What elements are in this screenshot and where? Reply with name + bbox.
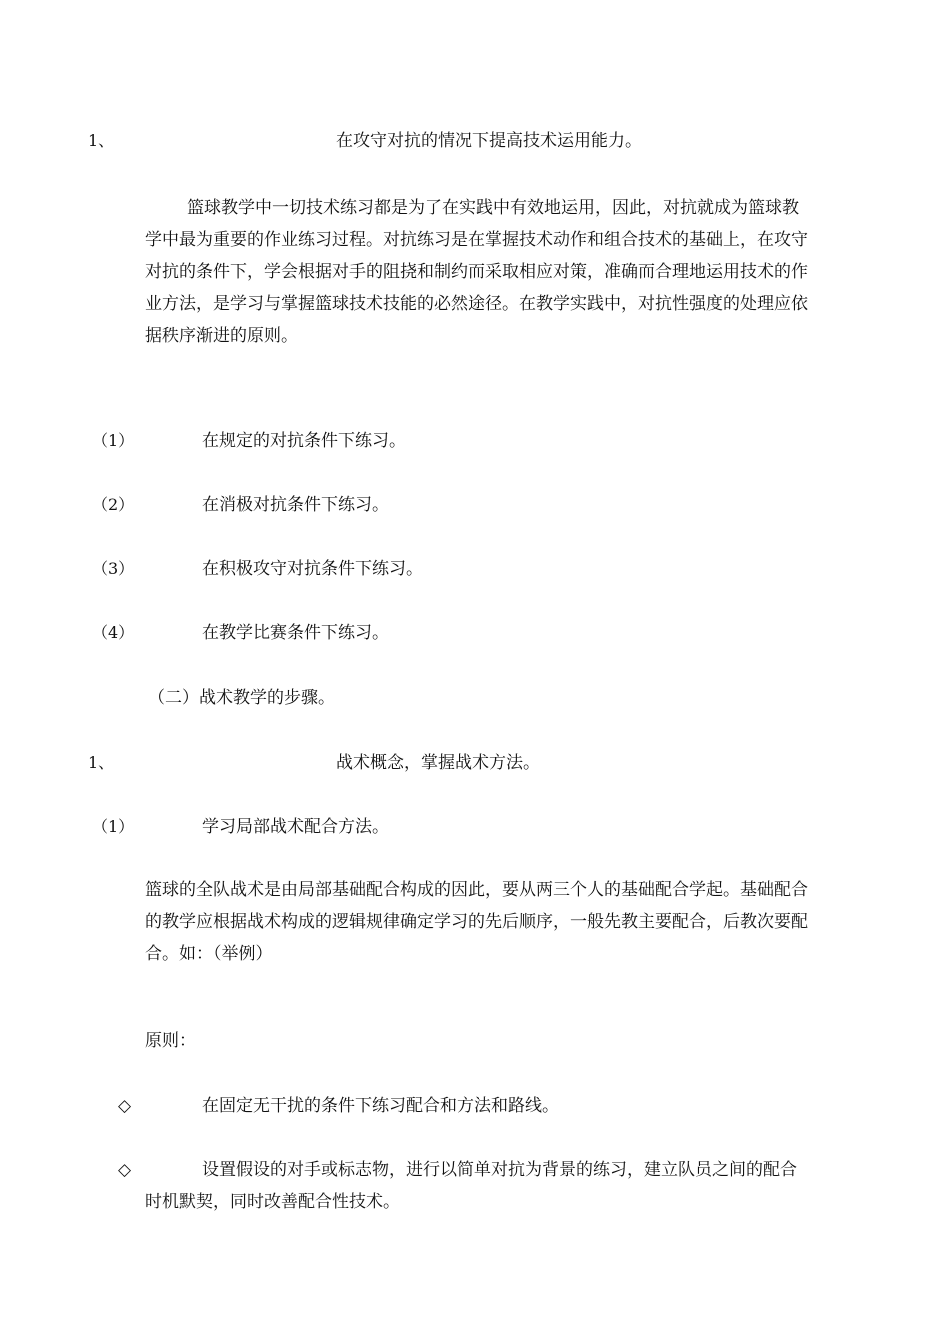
list-item-number: （3） — [92, 559, 135, 578]
diamond-bullet-icon: ◇ — [118, 1160, 132, 1180]
section-heading: 战术概念，掌握战术方法。 — [336, 753, 540, 773]
list-item-number: （1） — [92, 817, 135, 836]
list-item-number: （4） — [92, 623, 135, 642]
section-number: 1、 — [88, 753, 115, 772]
body-paragraph: 篮球教学中一切技术练习都是为了在实践中有效地运用，因此，对抗就成为篮球教学中最为重要的作业练习过程。对抗练习是在掌握技术动作和组合技术的基础上，在攻守对抗的条件下，学会根据对手的阻挠和制约而采取相应对策，准确而合理地运用技术的作业方法，是学习与掌握篮球技术技能的必然途径。在教学实践中，对抗性强度的处理应依据秩序渐进的原则。 — [145, 198, 808, 346]
body-paragraph: 篮球的全队战术是由局部基础配合构成的因此，要从两三个人的基础配合学起。基础配合的教学应根据战术构成的逻辑规律确定学习的先后顺序，一般先教主要配合，后教次要配合。如：（举例） — [145, 880, 808, 964]
list-item-text: 学习局部战术配合方法。 — [202, 817, 389, 837]
diamond-bullet-icon: ◇ — [118, 1096, 132, 1116]
list-item-number: （2） — [92, 495, 135, 514]
section-number: 1、 — [88, 131, 115, 150]
section-heading: 在攻守对抗的情况下提高技术运用能力。 — [336, 131, 642, 151]
bullet-text: 设置假设的对手或标志物，进行以简单对抗为背景的练习，建立队员之间的配合时机默契，同时改善配合性技术。 — [145, 1160, 797, 1212]
list-item-text: 在消极对抗条件下练习。 — [202, 495, 389, 515]
list-item-text: 在积极攻守对抗条件下练习。 — [202, 559, 423, 579]
principle-label: 原则： — [145, 1031, 196, 1051]
bullet-text: 在固定无干扰的条件下练习配合和方法和路线。 — [202, 1096, 559, 1116]
subsection-heading: （二）战术教学的步骤。 — [148, 688, 335, 708]
list-item-text: 在教学比赛条件下练习。 — [202, 623, 389, 643]
list-item-text: 在规定的对抗条件下练习。 — [202, 431, 406, 451]
list-item-number: （1） — [92, 431, 135, 450]
